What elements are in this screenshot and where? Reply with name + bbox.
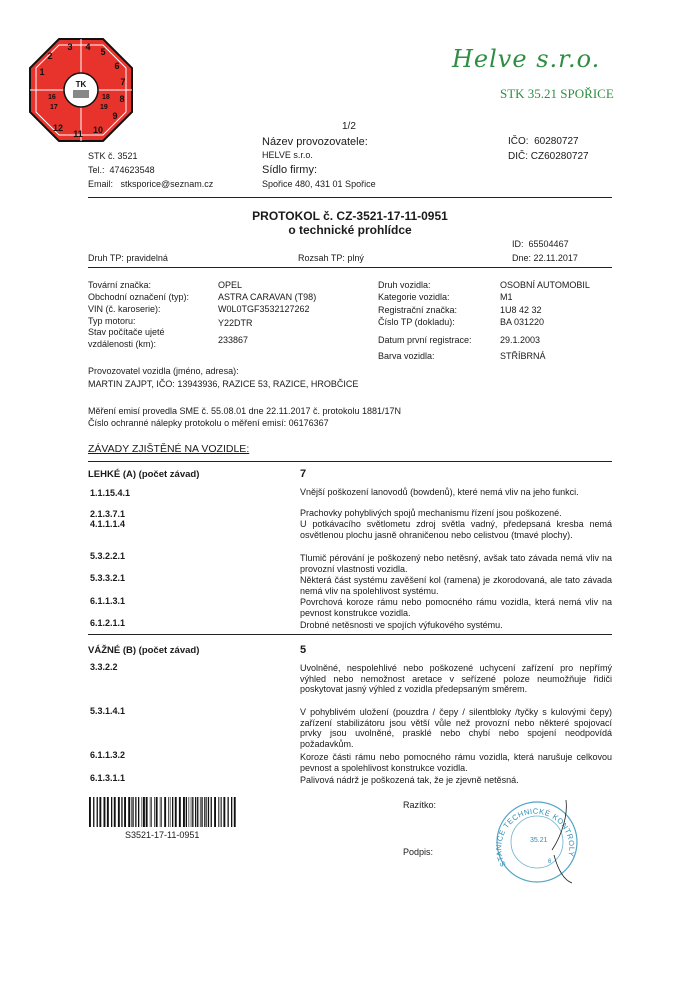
- category: M1: [500, 292, 513, 302]
- barcode-bar: [208, 797, 209, 827]
- defect-code: 5.3.3.2.1: [90, 573, 126, 583]
- email-value: stksporice@seznam.cz: [120, 179, 214, 189]
- logo-number: 2: [47, 51, 53, 61]
- light-defects-count: 7: [300, 468, 307, 480]
- barcode-bar: [121, 797, 122, 827]
- odometer: 233867: [218, 335, 249, 345]
- barcode-bar: [175, 797, 177, 827]
- barcode-bar: [97, 797, 98, 827]
- brand-name: Helve s.r.o.: [452, 45, 601, 73]
- first-registration-label: Datum první registrace:: [378, 335, 472, 345]
- plate: 1U8 42 32: [500, 305, 542, 315]
- vin: W0L0TGF3532127262: [218, 304, 310, 314]
- stamp-label: Razítko:: [403, 800, 437, 810]
- barcode-bar: [118, 797, 120, 827]
- barcode-bar: [142, 797, 143, 827]
- barcode-bar: [138, 797, 139, 827]
- date-value: 22.11.2017: [533, 253, 578, 263]
- owner-value: MARTIN ZAJPT, IČO: 13943936, RAZICE 53, RAZICE, HROBČICE: [88, 379, 359, 389]
- barcode-bar: [154, 797, 155, 827]
- barcode-bar: [179, 797, 181, 827]
- station-email: [88, 179, 213, 189]
- barcode-bar: [170, 797, 171, 827]
- barcode-bar: [151, 797, 152, 827]
- barcode-bar: [156, 797, 158, 827]
- defect-text: Povrchová koroze rámu nebo pomocného rámu vozidla, která nemá vliv na pevnost konstrukce vozidla.: [300, 597, 612, 618]
- defect-text: Palivová nádrž je poškozená tak, že je zjevně netěsná.: [300, 775, 519, 785]
- logo-number: 4: [85, 42, 91, 52]
- druh-label: Druh TP:: [88, 253, 124, 263]
- barcode-bar: [124, 797, 126, 827]
- inspection-date: [512, 253, 578, 263]
- stamp-text: STANICE TECHNICKÉ KONTROLY: [494, 806, 577, 869]
- barcode-bar: [195, 797, 196, 827]
- engine-label: Typ motoru:: [88, 316, 136, 326]
- defects-heading: ZÁVADY ZJIŠTĚNÉ NA VOZIDLE:: [88, 443, 250, 455]
- defect-text: Drobné netěsnosti ve spojích výfukového systému.: [300, 620, 503, 630]
- barcode-bar: [200, 797, 201, 827]
- barcode-bar: [164, 797, 166, 827]
- barcode-bar: [107, 797, 109, 827]
- barcode-bar: [223, 797, 225, 827]
- barcode-bar: [221, 797, 222, 827]
- logo-number: 6: [114, 61, 120, 71]
- vehicle-type: ASTRA CARAVAN (T98): [218, 292, 317, 302]
- vehicle-kind: OSOBNÍ AUTOMOBIL: [500, 280, 590, 290]
- color-label: Barva vozidla:: [378, 351, 435, 361]
- logo-number: 11: [73, 129, 83, 139]
- barcode-bar: [89, 797, 91, 827]
- protocol-title: PROTOKOL č. CZ-3521-17-11-0951: [252, 209, 448, 223]
- barcode-bar: [150, 797, 151, 827]
- doc-number: BA 031220: [500, 317, 545, 327]
- barcode-bar: [186, 797, 187, 827]
- defect-code: 6.1.3.1.1: [90, 773, 126, 783]
- ico: [508, 136, 579, 147]
- owner-label: Provozovatel vozidla (jméno, adresa):: [88, 366, 239, 376]
- barcode-bar: [114, 797, 116, 827]
- category-label: Kategorie vozidla:: [378, 292, 450, 302]
- tel-label: Tel.:: [88, 165, 105, 175]
- emissions-line: Měření emisí provedla SME č. 55.08.01 dne 22.11.2017 č. protokolu 1881/17N: [88, 406, 402, 416]
- serious-defects-count: 5: [300, 644, 307, 656]
- barcode-bar: [211, 797, 212, 827]
- barcode-bar: [132, 797, 133, 827]
- signature-label: Podpis:: [403, 847, 434, 857]
- defect-code: 5.3.1.4.1: [90, 706, 126, 716]
- serious-defects-heading: VÁŽNÉ (B) (počet závad): [88, 645, 200, 656]
- vehicle-type-label: Obchodní označení (typ):: [88, 292, 190, 302]
- barcode-bar: [206, 797, 207, 827]
- druh-value: pravidelná: [126, 253, 168, 263]
- id-label: ID:: [512, 239, 524, 249]
- defect-text: Koroze části rámu nebo pomocného rámu vozidla, která narušuje celkovou pevnost a spolehlivost konstrukce vozidla.: [300, 752, 612, 773]
- color: STŘÍBRNÁ: [500, 351, 546, 361]
- defect-text: Tlumič pérování je poškozený nebo netěsný, avšak tato závada nemá vliv na provozní vlastnosti vozidla.: [300, 553, 612, 574]
- stk-label: STK č.: [88, 151, 116, 161]
- tel-value: 474623548: [109, 165, 155, 175]
- barcode-bar: [218, 797, 219, 827]
- barcode-bar: [231, 797, 232, 827]
- defect-text: Vnější poškození lanovodů (bowdenů), které nemá vliv na jeho funkci.: [300, 487, 579, 497]
- barcode-bar: [204, 797, 205, 827]
- barcode-bar: [191, 797, 192, 827]
- page-number: 1/2: [342, 121, 356, 132]
- barcode-bar: [104, 797, 106, 827]
- logo-center-text: TK: [75, 80, 87, 89]
- light-defects-heading: LEHKÉ (A) (počet závad): [88, 469, 200, 480]
- barcode-bar: [146, 797, 148, 827]
- logo-number: 12: [52, 123, 64, 133]
- odometer-label: Stav počítače ujeté: [88, 327, 165, 337]
- operator-seat-label: Sídlo firmy:: [262, 164, 318, 176]
- barcode-bar: [220, 797, 221, 827]
- dic: [508, 151, 589, 162]
- divider: [88, 197, 612, 198]
- defect-code: 3.3.2.2: [90, 662, 118, 672]
- date-label: Dne:: [512, 253, 532, 263]
- divider: [88, 461, 612, 462]
- logo-number: 9: [112, 111, 118, 121]
- barcode-bar: [111, 797, 112, 827]
- ico-value: 60280727: [534, 136, 579, 147]
- vehicle-kind-label: Druh vozidla:: [378, 280, 431, 290]
- divider: [88, 634, 612, 635]
- stk-sticker-logo: [28, 37, 134, 143]
- station-tel: [88, 165, 155, 175]
- barcode-bar: [234, 797, 236, 827]
- email-label: Email:: [88, 179, 114, 189]
- barcode-bar: [93, 797, 94, 827]
- defect-code: 4.1.1.1.4: [90, 519, 126, 529]
- vehicle-make-label: Tovární značka:: [88, 280, 152, 290]
- engine: Y22DTR: [218, 318, 253, 328]
- logo-year: 18: [102, 94, 110, 101]
- dic-value: CZ60280727: [530, 151, 589, 162]
- stk-number: [88, 151, 138, 161]
- vin-label: VIN (č. karoserie):: [88, 304, 161, 314]
- barcode-bar: [183, 797, 185, 827]
- defect-text: Uvolněné, nespolehlivé nebo poškozené uchycení zařízení pro nepřímý výhled nebo nemožnost aretace v seřízené poloze neumožňuje řidiči poskytovat jasný výhled z vozidla předepsaným směrem.: [300, 663, 612, 694]
- rozsah-label: Rozsah TP:: [298, 253, 345, 263]
- barcode-bar: [161, 797, 162, 827]
- inspection-scope: [298, 253, 364, 263]
- barcode-bar: [168, 797, 169, 827]
- barcode-bar: [135, 797, 136, 827]
- barcode-bar: [192, 797, 193, 827]
- vehicle-make: OPEL: [218, 280, 243, 290]
- defect-code: 1.1.15.4.1: [90, 488, 131, 498]
- doc-number-label: Číslo TP (dokladu):: [378, 317, 455, 327]
- odometer-label-2: vzdálenosti (km):: [88, 339, 157, 349]
- barcode-bar: [228, 797, 229, 827]
- stamp-number: 35.21: [530, 837, 548, 844]
- barcode-bar: [189, 797, 190, 827]
- barcode-bar: [160, 797, 161, 827]
- ico-label: IČO:: [508, 136, 529, 147]
- logo-number: 8: [119, 94, 125, 104]
- protocol-subtitle: o technické prohlídce: [288, 223, 412, 237]
- divider: [88, 267, 612, 268]
- barcode-bar: [197, 797, 198, 827]
- operator-name: HELVE s.r.o.: [262, 150, 313, 160]
- id-value: 65504467: [528, 239, 569, 249]
- brand-subtitle: STK 35.21 SPOŘICE: [500, 86, 614, 101]
- barcode-bar: [214, 797, 216, 827]
- stamp-small: 6: [548, 859, 552, 865]
- defect-code: 6.1.1.3.1: [90, 596, 126, 606]
- defect-code: 5.3.2.2.1: [90, 551, 126, 561]
- defect-text: Prachovky pohyblivých spojů mechanismu řízení jsou poškozené.: [300, 508, 562, 518]
- logo-year: 19: [100, 104, 108, 111]
- logo-number: 10: [92, 125, 104, 135]
- barcode-bar: [128, 797, 130, 827]
- barcode-bar: [99, 797, 101, 827]
- inspection-id: [512, 239, 569, 249]
- barcode-bar: [172, 797, 173, 827]
- plate-label: Registrační značka:: [378, 305, 458, 315]
- barcode-text: S3521-17-11-0951: [125, 830, 200, 840]
- barcode-bar: [131, 797, 132, 827]
- logo-number: 3: [67, 42, 73, 52]
- inspection-type: [88, 253, 168, 263]
- dic-label: DIČ:: [508, 151, 528, 162]
- barcode: [88, 797, 236, 827]
- defect-code: 2.1.3.7.1: [90, 509, 126, 519]
- logo-number: 7: [120, 77, 126, 87]
- defect-text: V pohyblivém uložení (pouzdra / čepy / silentbloky /tyčky s kulovými čepy) zařízení stabilizátoru jsou větší vůle než provozní nebo některé spojovací prvky jsou uvolněné, prasklé nebo chybí nebo spojení neodpovídá požadavkům.: [300, 707, 612, 749]
- barcode-bar: [143, 797, 145, 827]
- defect-code: 6.1.2.1.1: [90, 618, 126, 628]
- logo-year: 17: [50, 104, 58, 111]
- logo-number: 5: [100, 47, 106, 57]
- barcode-bar: [201, 797, 202, 827]
- defect-text: U potkávacího světlometu zdroj světla vadný, předepsaná kresba nemá osvětlenou plochu jasně ohraničenou nebo celistvou (tmavé plochy).: [300, 519, 612, 540]
- rozsah-value: plný: [347, 253, 364, 263]
- operator-seat: Spořice 480, 431 01 Spořice: [262, 179, 376, 189]
- first-registration: 29.1.2003: [500, 335, 541, 345]
- defect-code: 6.1.1.3.2: [90, 750, 126, 760]
- operator-name-label: Název provozovatele:: [262, 136, 368, 148]
- defect-text: Některá část systému zavěšení kol (ramena) je zkorodovaná, ale tato závada nemá vliv na spolehlivost systému.: [300, 575, 612, 596]
- emissions-sticker: Číslo ochranné nálepky protokolu o měření emisí: 06176367: [88, 418, 329, 428]
- logo-number: 1: [39, 67, 45, 77]
- station-stamp: [492, 795, 582, 887]
- logo-year: 16: [48, 94, 56, 101]
- stk-value: 3521: [117, 151, 138, 161]
